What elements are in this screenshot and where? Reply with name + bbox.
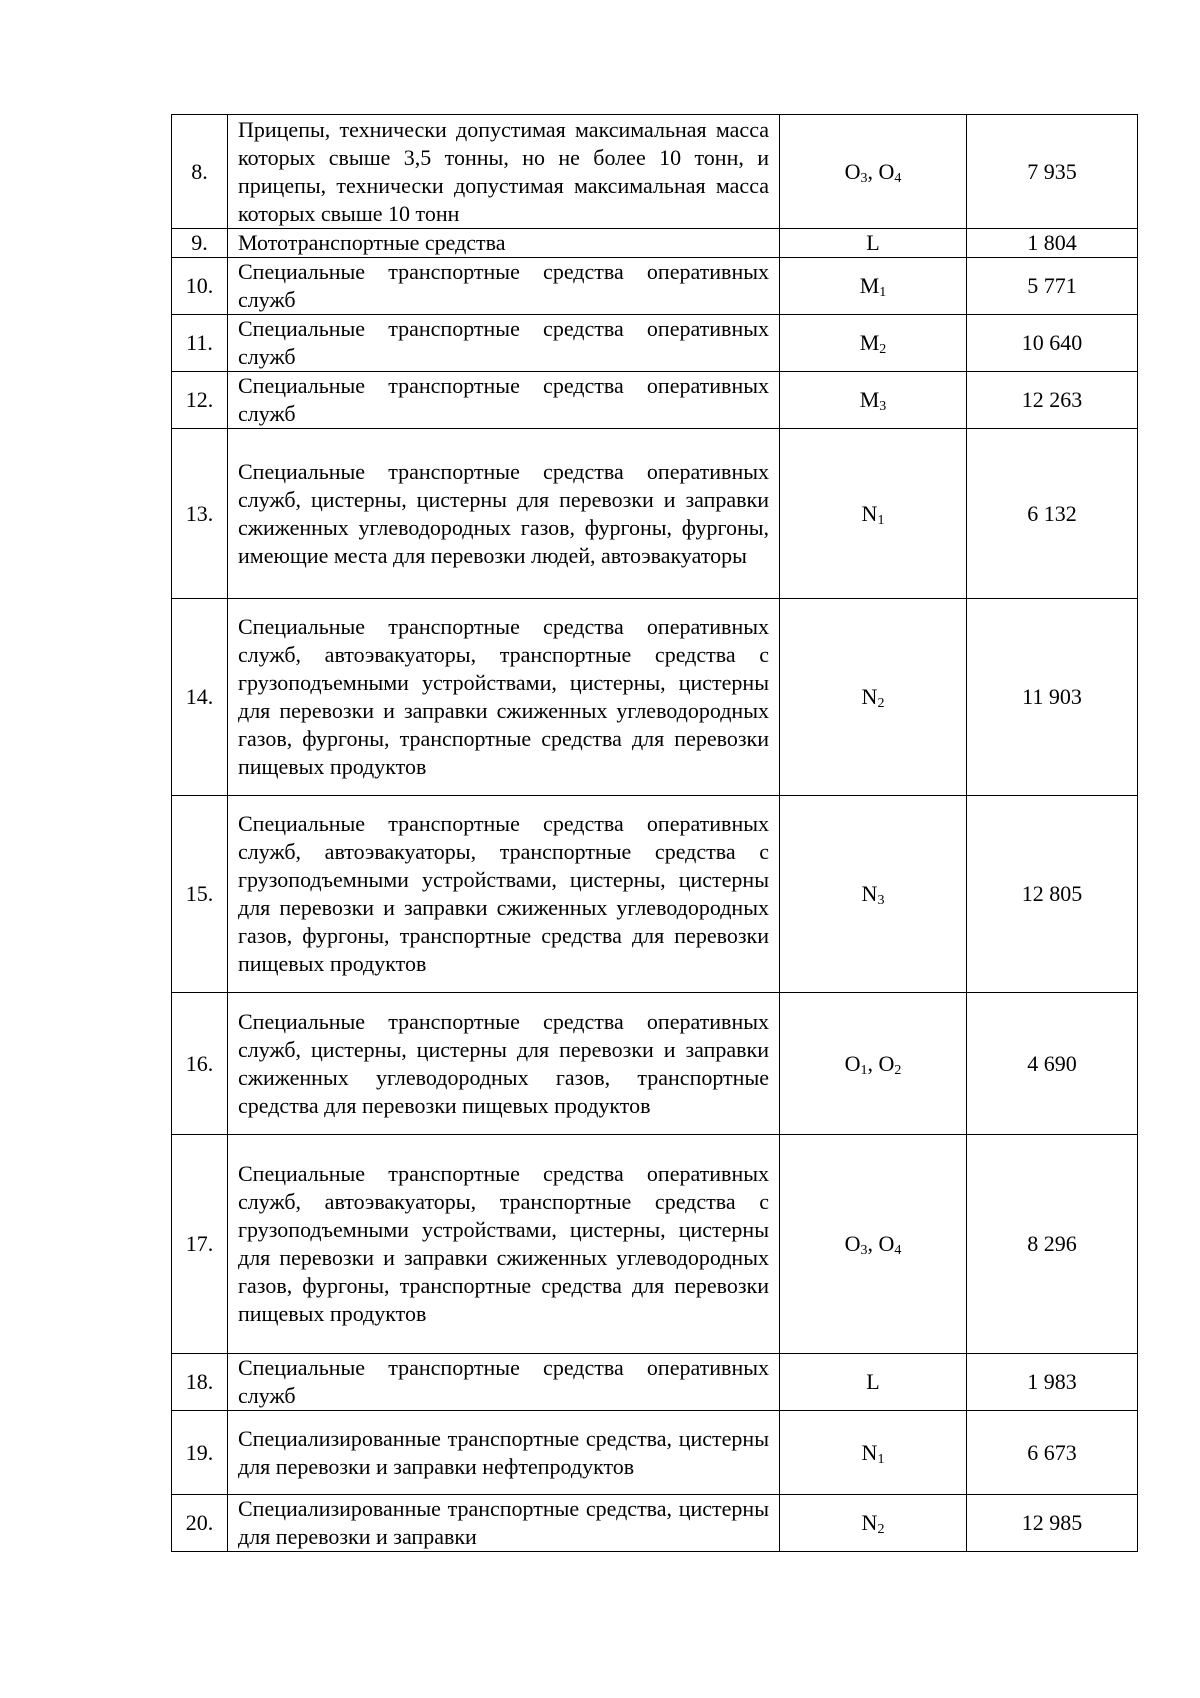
category-letter: O: [844, 158, 861, 184]
row-number: 11.: [172, 315, 228, 372]
table-row: [172, 1354, 1138, 1411]
vehicle-description: Специальные транспортные средства оперативных служб, цистерны, цистерны для перевозки и заправки сжиженных углеводородных газов, фургоны, фургоны, имеющие места для перевозки людей, автоэвакуаторы: [228, 429, 780, 599]
vehicle-description: Прицепы, технически допустимая максимальная масса которых свыше 3,5 тонны, но не более 10 тонн, и прицепы, технически допустимая максимальная масса которых свыше 10 тонн: [228, 115, 780, 229]
table-row: [172, 1495, 1138, 1552]
category-letter: O: [844, 1050, 861, 1076]
vehicle-category: [780, 1495, 967, 1552]
vehicle-description: Специальные транспортные средства оперативных служб: [228, 1354, 780, 1411]
category-letter: M: [859, 387, 880, 412]
category-code: [879, 1051, 902, 1076]
row-number: 20.: [172, 1495, 228, 1552]
vehicle-description: Специальные транспортные средства оперативных служб: [228, 258, 780, 315]
category-letter: N: [861, 1439, 878, 1465]
vehicle-description: Специализированные транспортные средства, цистерны для перевозки и заправки нефтепродуктов: [228, 1411, 780, 1495]
category-code: [879, 159, 902, 184]
row-number: 14.: [172, 599, 228, 796]
row-number: 10.: [172, 258, 228, 315]
category-subscript: 3: [860, 170, 868, 186]
category-letter: M: [859, 273, 880, 298]
vehicle-description: Мототранспортные средства: [228, 229, 780, 258]
category-subscript: 3: [877, 893, 885, 908]
category-subscript: 1: [877, 1451, 885, 1467]
table-row: [172, 599, 1138, 796]
category-letter: L: [866, 230, 880, 255]
category-subscript: 3: [879, 399, 887, 414]
vehicle-description: Специальные транспортные средства оперативных служб, автоэвакуаторы, транспортные средства с грузоподъемными устройствами, цистерны, цистерны для перевозки и заправки сжиженных углеводородных газов, фургоны, транспортные средства для перевозки пищевых продуктов: [228, 599, 780, 796]
category-code: [845, 159, 868, 184]
row-number: 17.: [172, 1135, 228, 1354]
category-subscript: 2: [879, 342, 887, 357]
category-code: [845, 1051, 868, 1076]
fee-value: 5 771: [967, 258, 1138, 315]
vehicle-category: [780, 258, 967, 315]
row-number: 19.: [172, 1411, 228, 1495]
row-number: 8.: [172, 115, 228, 229]
category-letter: O: [878, 1050, 895, 1076]
category-letter: N: [861, 881, 878, 906]
category-code: [862, 1440, 885, 1465]
category-subscript: 2: [877, 1522, 885, 1537]
category-letter: O: [844, 1231, 861, 1256]
row-number: 18.: [172, 1354, 228, 1411]
table-row: [172, 115, 1138, 229]
table-row: [172, 229, 1138, 258]
category-code: [879, 1231, 902, 1256]
vehicle-category: [780, 315, 967, 372]
fee-value: 8 296: [967, 1135, 1138, 1354]
fee-value: 12 985: [967, 1495, 1138, 1552]
category-letter: N: [861, 500, 878, 526]
category-code: [866, 230, 879, 255]
category-code: [860, 273, 887, 298]
table-row: [172, 1411, 1138, 1495]
fee-value: 11 903: [967, 599, 1138, 796]
category-letter: O: [878, 158, 895, 184]
vehicle-category: [780, 429, 967, 599]
row-number: 9.: [172, 229, 228, 258]
tariff-table: [171, 114, 1138, 1552]
vehicle-category: [780, 1411, 967, 1495]
category-code: [866, 1369, 879, 1394]
fee-value: 6 132: [967, 429, 1138, 599]
category-subscript: 2: [877, 696, 885, 711]
table-row: [172, 429, 1138, 599]
category-letter: M: [859, 330, 880, 355]
row-number: 15.: [172, 796, 228, 993]
vehicle-category: [780, 599, 967, 796]
fee-value: 10 640: [967, 315, 1138, 372]
category-subscript: 1: [879, 285, 887, 300]
vehicle-category: [780, 1354, 967, 1411]
vehicle-category: $O_1$, $O_2$: [780, 993, 967, 1135]
vehicle-category: [780, 372, 967, 429]
vehicle-description: Специальные транспортные средства оперативных служб: [228, 315, 780, 372]
category-subscript: 2: [894, 1062, 902, 1078]
vehicle-category: [780, 796, 967, 993]
category-subscript: 4: [894, 1243, 902, 1258]
category-subscript: 4: [894, 170, 902, 186]
category-code: [862, 684, 885, 709]
fee-value: 12 805: [967, 796, 1138, 993]
table-row: [172, 315, 1138, 372]
vehicle-category: $O_3$, $O_4$: [780, 1135, 967, 1354]
category-subscript: 1: [860, 1062, 868, 1078]
category-code: [862, 881, 885, 906]
vehicle-description: Специальные транспортные средства оперативных служб, автоэвакуаторы, транспортные средства с грузоподъемными устройствами, цистерны, цистерны для перевозки и заправки сжиженных углеводородных газов, фургоны, транспортные средства для перевозки пищевых продуктов: [228, 796, 780, 993]
category-letter: N: [861, 684, 878, 709]
category-code: [860, 330, 887, 355]
table-row: [172, 1135, 1138, 1354]
row-number: 13.: [172, 429, 228, 599]
category-letter: N: [861, 1510, 878, 1535]
vehicle-category: [780, 229, 967, 258]
category-code: [860, 387, 887, 412]
category-code: [845, 1231, 868, 1256]
category-letter: L: [866, 1369, 880, 1394]
table-row: [172, 258, 1138, 315]
fee-value: 4 690: [967, 993, 1138, 1135]
fee-value: 1 804: [967, 229, 1138, 258]
category-subscript: 1: [877, 512, 885, 528]
fee-value: 7 935: [967, 115, 1138, 229]
category-code: [862, 501, 885, 526]
row-number: 12.: [172, 372, 228, 429]
table-row: [172, 796, 1138, 993]
fee-value: 12 263: [967, 372, 1138, 429]
fee-value: 1 983: [967, 1354, 1138, 1411]
table-row: [172, 993, 1138, 1135]
vehicle-description: Специализированные транспортные средства, цистерны для перевозки и заправки: [228, 1495, 780, 1552]
category-code: [862, 1510, 885, 1535]
category-subscript: 3: [860, 1243, 868, 1258]
table-row: [172, 372, 1138, 429]
vehicle-description: Специальные транспортные средства оперативных служб, автоэвакуаторы, транспортные средства с грузоподъемными устройствами, цистерны, цистерны для перевозки и заправки сжиженных углеводородных газов, фургоны, транспортные средства для перевозки пищевых продуктов: [228, 1135, 780, 1354]
vehicle-category: $O_3$, $O_4$: [780, 115, 967, 229]
category-letter: O: [878, 1231, 895, 1256]
fee-value: 6 673: [967, 1411, 1138, 1495]
vehicle-description: Специальные транспортные средства оперативных служб: [228, 372, 780, 429]
table-body: [172, 115, 1138, 1552]
row-number: 16.: [172, 993, 228, 1135]
vehicle-description: Специальные транспортные средства оперативных служб, цистерны, цистерны для перевозки и заправки сжиженных углеводородных газов, транспортные средства для перевозки пищевых продуктов: [228, 993, 780, 1135]
